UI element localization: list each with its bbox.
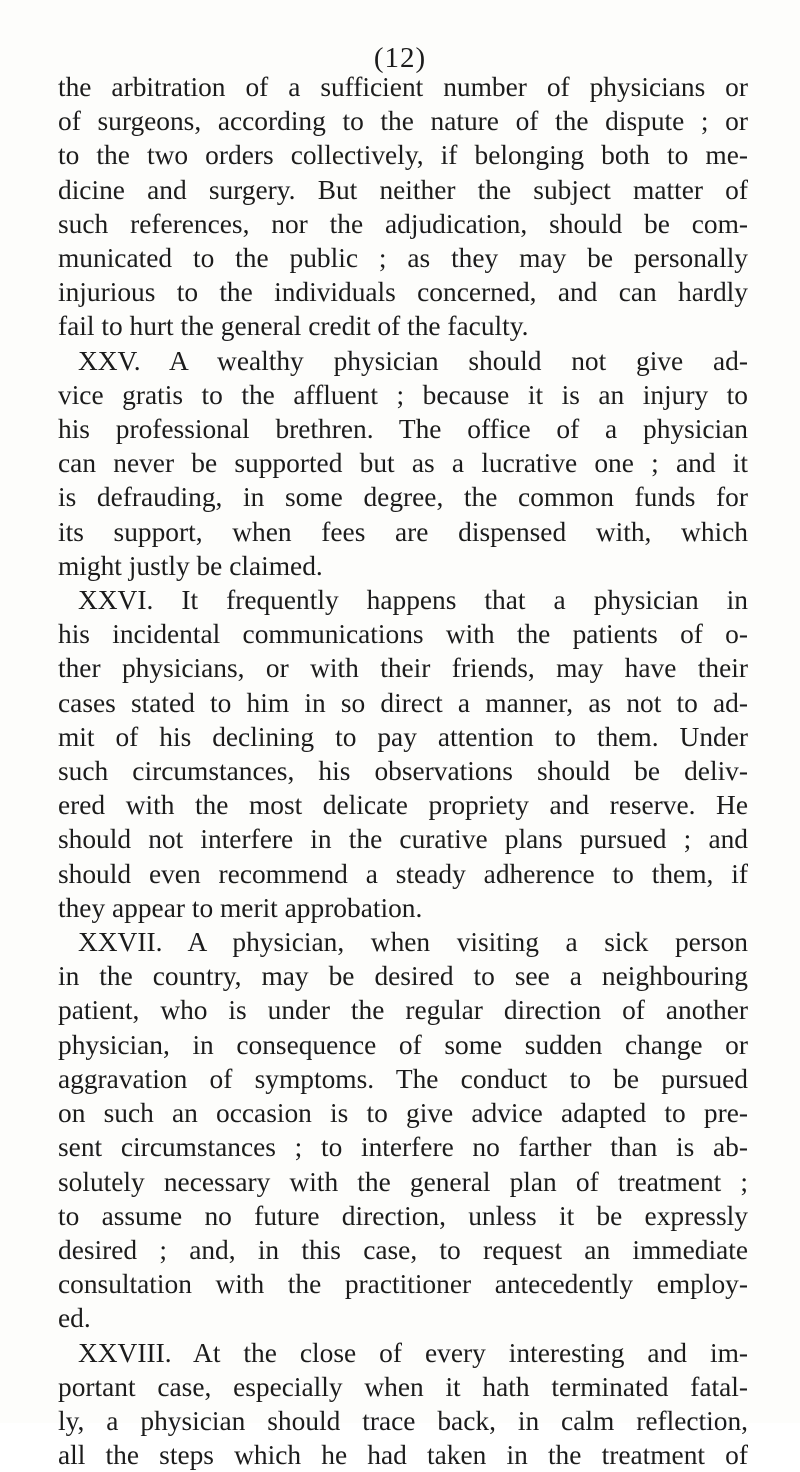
text-line: might justly be claimed. [58,550,323,581]
text-line: in the country, may be desired to see a neighbouring [58,961,748,992]
text-line: physician, in consequence of some sudden change or [58,1029,748,1060]
text-line: solutely necessary with the general plan of treatment ; [58,1166,748,1197]
section-xxvi-line: XXVI. It frequently happens that a physician in [78,585,748,616]
text-line: cases stated to him in so direct a manner, as not to ad- [58,687,748,718]
text-line: injurious to the individuals concerned, and can hardly [58,277,748,308]
page-number: (12) [373,42,427,74]
section-xxviii-line: XXVIII. At the close of every interesting and im- [78,1337,748,1368]
text-line: consultation with the practitioner antecedently employ- [58,1269,748,1300]
text-line: should not interfere in the curative plans pursued ; and [58,824,748,855]
text-line: of surgeons, according to the nature of the dispute ; or [58,106,748,137]
text-line: fail to hurt the general credit of the faculty. [58,311,529,342]
text-line: patient, who is under the regular direction of another [58,995,748,1026]
body-text [58,70,748,1472]
section-xxv-line: XXV. A wealthy physician should not give ad- [78,345,748,376]
text-line: ed. [58,1303,91,1334]
text-line: they appear to merit approbation. [58,892,423,923]
text-line: sent circumstances ; to interfere no farther than is ab- [58,1132,748,1163]
text-line: his incidental communications with the patients of o- [58,619,748,650]
text-line: to assume no future direction, unless it be expressly [58,1200,748,1231]
text-line: its support, when fees are dispensed with, which [58,516,748,547]
text-line: on such an occasion is to give advice adapted to pre- [58,1098,748,1129]
text-line: can never be supported but as a lucrative one ; and it [58,448,748,479]
text-line: mit of his declining to pay attention to them. Under [58,721,748,752]
text-line: all the steps which he had taken in the treatment of [58,1440,748,1471]
text-line: should even recommend a steady adherence to them, if [58,858,748,889]
text-line: the arbitration of a sufficient number of physicians or [58,72,748,102]
text-line: aggravation of symptoms. The conduct to be pursued [58,1063,748,1094]
text-line: portant case, especially when it hath terminated fatal- [58,1371,748,1402]
text-line: vice gratis to the affluent ; because it is an injury to [58,379,748,410]
text-line: his professional brethren. The office of a physician [58,414,748,445]
text-line: ther physicians, or with their friends, may have their [58,653,748,684]
text-line: municated to the public ; as they may be personally [58,243,748,274]
text-line: to the two orders collectively, if belonging both to me- [58,140,748,171]
text-line: ly, a physician should trace back, in calm reflection, [58,1405,748,1436]
text-line: such circumstances, his observations should be deliv- [58,756,748,787]
text-line: ered with the most delicate propriety and reserve. He [58,790,748,821]
text-line: desired ; and, in this case, to request an immediate [58,1234,748,1265]
section-xxvii-line: XXVII. A physician, when visiting a sick person [78,927,748,958]
text-line: is defrauding, in some degree, the common funds for [58,482,748,513]
text-line: such references, nor the adjudication, should be com- [58,208,748,239]
text-line: dicine and surgery. But neither the subject matter of [58,174,748,205]
